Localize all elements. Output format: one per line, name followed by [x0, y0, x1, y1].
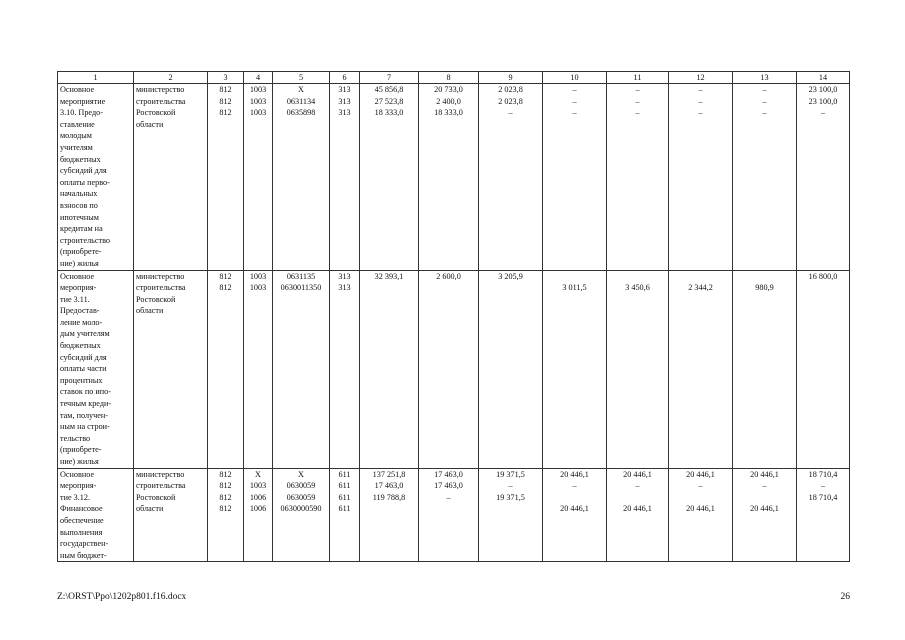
value-line: 18 333,0: [374, 108, 404, 118]
value-line: 1003: [249, 283, 267, 293]
value-line: [671, 271, 730, 283]
measure-name-cell-line: (приобрете-: [60, 247, 102, 257]
value-line: 20 446,1: [560, 504, 589, 514]
value-cell: [607, 84, 669, 271]
measure-name-cell-line: мероприятие: [60, 96, 106, 106]
value-line: 611: [338, 469, 351, 479]
column-number-header: 13: [733, 72, 797, 84]
value-line: [481, 503, 540, 515]
value-line: 313: [338, 96, 351, 106]
measure-name-cell-line: дым учителям: [60, 329, 110, 339]
value-line: –: [508, 108, 513, 118]
measure-name-cell-line: строительство: [60, 235, 111, 245]
value-line: 3 450,6: [625, 283, 650, 293]
value-line: [481, 282, 540, 294]
value-line: [799, 503, 847, 515]
value-line: 1003: [249, 96, 267, 106]
value-line: [362, 503, 416, 515]
measure-name-cell-line: течным креди-: [60, 399, 112, 409]
value-line: –: [572, 96, 577, 106]
value-cell: [360, 468, 419, 562]
measure-name-cell-line: тельство: [60, 433, 91, 443]
value-line: 18 333,0: [434, 108, 463, 118]
value-line: [671, 492, 730, 504]
value-line: 32 393,1: [374, 271, 404, 281]
value-cell: [607, 468, 669, 562]
value-cell: [330, 468, 360, 562]
footer-page-number: 26: [840, 592, 850, 602]
measure-name-cell-line: тие 3.11.: [60, 294, 90, 304]
value-line: 137 251,8: [372, 469, 406, 479]
measure-name-cell-line: ным бюджет-: [60, 550, 107, 560]
measure-name-cell-line: мероприя-: [60, 481, 97, 491]
value-line: 812: [219, 492, 232, 502]
budget-table: [57, 71, 850, 562]
value-line: 0630000590: [280, 504, 322, 514]
value-line: 0630059: [286, 492, 316, 502]
value-cell: [797, 270, 850, 468]
column-number-header: 10: [543, 72, 607, 84]
value-line: [735, 271, 794, 283]
value-line: 812: [219, 85, 232, 94]
executor-cell: [134, 270, 208, 468]
measure-name-cell-line: Финансовое: [60, 504, 103, 514]
value-line: 812: [219, 96, 232, 106]
value-line: –: [635, 85, 640, 94]
measure-name-cell-line: бюджетных: [60, 154, 101, 164]
value-line: 3 011,5: [562, 283, 587, 293]
column-number-header: 9: [479, 72, 543, 84]
measure-name-cell-line: учителям: [60, 142, 93, 152]
measure-name-cell-line: бюджетных: [60, 341, 101, 351]
measure-name-cell: [58, 270, 134, 468]
measure-name-cell-line: обеспечение: [60, 515, 104, 525]
value-line: 1006: [249, 504, 267, 514]
executor-cell-line: строительства: [136, 96, 186, 106]
column-number-header: 11: [607, 72, 669, 84]
value-line: 27 523,8: [374, 96, 404, 106]
column-number-header: 5: [273, 72, 330, 84]
column-number-header: 1: [58, 72, 134, 84]
executor-cell: [134, 468, 208, 562]
program-block-row: [58, 468, 850, 562]
value-line: 20 446,1: [623, 504, 652, 514]
value-line: 611: [338, 481, 351, 491]
executor-cell-line: министерство: [136, 469, 185, 479]
value-cell: [669, 468, 733, 562]
value-line: 16 800,0: [808, 271, 838, 281]
value-cell: [244, 270, 273, 468]
value-line: –: [698, 96, 703, 106]
value-line: –: [698, 108, 703, 118]
value-line: 2 600,0: [436, 271, 461, 281]
measure-name-cell-line: ставление: [60, 119, 95, 129]
value-line: –: [762, 481, 767, 491]
value-line: [545, 271, 604, 283]
value-line: 20 446,1: [623, 469, 652, 479]
value-cell: [419, 84, 479, 271]
measure-name-cell-line: (приобрете-: [60, 445, 102, 455]
executor-cell-line: Ростовской: [136, 492, 176, 502]
value-cell: [360, 84, 419, 271]
value-cell: [543, 84, 607, 271]
measure-name-cell-line: оплаты части: [60, 364, 107, 374]
measure-name-cell-line: Основное: [60, 469, 95, 479]
measure-name-cell-line: взносов по: [60, 200, 98, 210]
measure-name-cell-line: субсидий для: [60, 166, 107, 176]
value-line: [609, 271, 666, 283]
measure-name-cell-line: субсидий для: [60, 352, 107, 362]
value-line: [545, 492, 604, 504]
value-line: 313: [338, 283, 351, 293]
executor-cell-line: Ростовской: [136, 108, 176, 118]
measure-name-cell-line: Основное: [60, 271, 95, 281]
measure-name-cell-line: ление моло-: [60, 317, 103, 327]
value-line: [609, 492, 666, 504]
value-line: –: [508, 481, 513, 491]
value-line: 611: [338, 504, 351, 514]
value-line: 812: [219, 108, 232, 118]
value-line: –: [635, 108, 640, 118]
value-line: 0635898: [286, 108, 316, 118]
value-line: –: [762, 85, 767, 94]
value-line: 1003: [249, 271, 267, 281]
value-cell: [273, 84, 330, 271]
measure-name-cell-line: оплаты перво-: [60, 177, 110, 187]
value-line: 20 446,1: [750, 469, 779, 479]
value-cell: [479, 270, 543, 468]
value-line: 20 733,0: [434, 85, 463, 94]
value-line: 0630011350: [280, 283, 322, 293]
measure-name-cell-line: кредитам на: [60, 224, 103, 234]
value-cell: [330, 84, 360, 271]
measure-name-cell-line: ным на строи-: [60, 422, 110, 432]
value-line: 0631135: [286, 271, 316, 281]
value-cell: [419, 468, 479, 562]
measure-name-cell-line: Предостав-: [60, 306, 100, 316]
executor-cell-line: области: [136, 306, 164, 316]
measure-name-cell: [58, 84, 134, 271]
value-line: 980,9: [755, 283, 774, 293]
executor-cell-line: строительства: [136, 283, 186, 293]
value-line: 313: [338, 271, 351, 281]
value-cell: [273, 468, 330, 562]
executor-cell: [134, 84, 208, 271]
value-line: [421, 282, 476, 294]
value-line: –: [820, 481, 826, 491]
value-line: 23 100,0: [808, 96, 838, 106]
value-line: 119 788,8: [372, 492, 406, 502]
value-line: –: [762, 108, 767, 118]
value-cell: [733, 270, 797, 468]
value-line: –: [820, 108, 826, 118]
value-line: 812: [219, 469, 232, 479]
column-number-header: 6: [330, 72, 360, 84]
value-cell: [479, 468, 543, 562]
value-line: [421, 503, 476, 515]
measure-name-cell-line: ние) жилья: [60, 457, 99, 466]
value-line: –: [572, 108, 577, 118]
value-line: 1003: [249, 108, 267, 118]
value-line: 611: [338, 492, 351, 502]
measure-name-cell-line: выполнения: [60, 527, 103, 537]
value-line: 2 023,8: [498, 96, 523, 106]
column-number-header: 3: [208, 72, 244, 84]
value-line: 18 710,4: [808, 469, 838, 479]
value-line: –: [635, 481, 640, 491]
measure-name-cell-line: начальных: [60, 189, 98, 199]
executor-cell-line: области: [136, 119, 164, 129]
value-line: –: [446, 492, 451, 502]
value-cell: [669, 270, 733, 468]
value-line: –: [635, 96, 640, 106]
value-line: 812: [219, 481, 232, 491]
value-line: 45 856,8: [374, 85, 404, 94]
value-line: [735, 492, 794, 504]
value-cell: [797, 84, 850, 271]
value-line: Х: [298, 85, 304, 94]
value-line: 812: [219, 283, 232, 293]
value-line: 1003: [249, 481, 267, 491]
value-line: 20 446,1: [686, 469, 715, 479]
value-line: 20 446,1: [560, 469, 589, 479]
measure-name-cell: [58, 468, 134, 562]
value-line: 17 463,0: [434, 469, 463, 479]
executor-cell-line: Ростовской: [136, 294, 176, 304]
measure-name-cell-line: мероприя-: [60, 283, 97, 293]
value-line: 19 371,5: [496, 469, 525, 479]
value-line: 23 100,0: [808, 85, 838, 94]
value-cell: [543, 270, 607, 468]
value-line: 17 463,0: [374, 481, 404, 491]
column-number-header: 2: [134, 72, 208, 84]
value-line: –: [762, 96, 767, 106]
value-line: 20 446,1: [686, 504, 715, 514]
program-block-row: [58, 270, 850, 468]
value-line: 0630059: [286, 481, 316, 491]
measure-name-cell-line: государствен-: [60, 539, 109, 549]
measure-name-cell-line: ипотечным: [60, 212, 99, 222]
value-cell: [733, 468, 797, 562]
measure-name-cell-line: Основное: [60, 85, 95, 94]
value-line: 812: [219, 271, 232, 281]
value-cell: [360, 270, 419, 468]
value-cell: [479, 84, 543, 271]
value-cell: [543, 468, 607, 562]
value-line: 2 400,0: [436, 96, 461, 106]
value-line: 19 371,5: [496, 492, 525, 502]
value-line: 20 446,1: [750, 504, 779, 514]
measure-name-cell-line: 3.10. Предо-: [60, 108, 103, 118]
column-number-header: 8: [419, 72, 479, 84]
value-line: 18 710,4: [808, 492, 838, 502]
value-line: 2 023,8: [498, 85, 523, 94]
value-line: 1006: [249, 492, 267, 502]
value-line: [799, 282, 847, 294]
value-line: 313: [338, 85, 351, 94]
value-cell: [419, 270, 479, 468]
value-line: 1003: [249, 85, 267, 94]
value-cell: [733, 84, 797, 271]
value-cell: [208, 84, 244, 271]
column-number-header: 12: [669, 72, 733, 84]
measure-name-cell-line: ставок по ипо-: [60, 387, 111, 397]
measure-name-cell-line: там, получен-: [60, 410, 108, 420]
value-line: –: [698, 85, 703, 94]
value-line: 313: [338, 108, 351, 118]
executor-cell-line: министерство: [136, 271, 185, 281]
value-line: 812: [219, 504, 232, 514]
column-number-header: 7: [360, 72, 419, 84]
value-cell: [797, 468, 850, 562]
executor-cell-line: области: [136, 504, 164, 514]
value-cell: [669, 84, 733, 271]
value-cell: [607, 270, 669, 468]
value-line: –: [572, 481, 577, 491]
value-cell: [244, 468, 273, 562]
executor-cell-line: строительства: [136, 481, 186, 491]
measure-name-cell-line: молодым: [60, 131, 92, 141]
value-line: Х: [298, 469, 304, 479]
value-line: Х: [255, 469, 261, 479]
column-number-header: 4: [244, 72, 273, 84]
value-cell: [208, 468, 244, 562]
measure-name-cell-line: тие 3.12.: [60, 492, 91, 502]
value-line: 2 344,2: [688, 283, 713, 293]
measure-name-cell-line: ние) жилья: [60, 258, 99, 268]
value-line: –: [698, 481, 703, 491]
executor-cell-line: министерство: [136, 85, 185, 94]
program-block-row: [58, 84, 850, 271]
value-line: –: [572, 85, 577, 94]
column-number-header: 14: [797, 72, 850, 84]
value-line: 17 463,0: [434, 481, 463, 491]
header-row: [58, 72, 850, 84]
value-cell: [208, 270, 244, 468]
footer-file-path: Z:\ORST\Ppo\1202p801.f16.docx: [57, 592, 187, 602]
measure-name-cell-line: процентных: [60, 375, 103, 385]
value-line: 0631134: [286, 96, 316, 106]
value-cell: [273, 270, 330, 468]
value-cell: [330, 270, 360, 468]
value-cell: [244, 84, 273, 271]
value-line: [362, 282, 416, 294]
value-line: 3 205,9: [498, 271, 523, 281]
